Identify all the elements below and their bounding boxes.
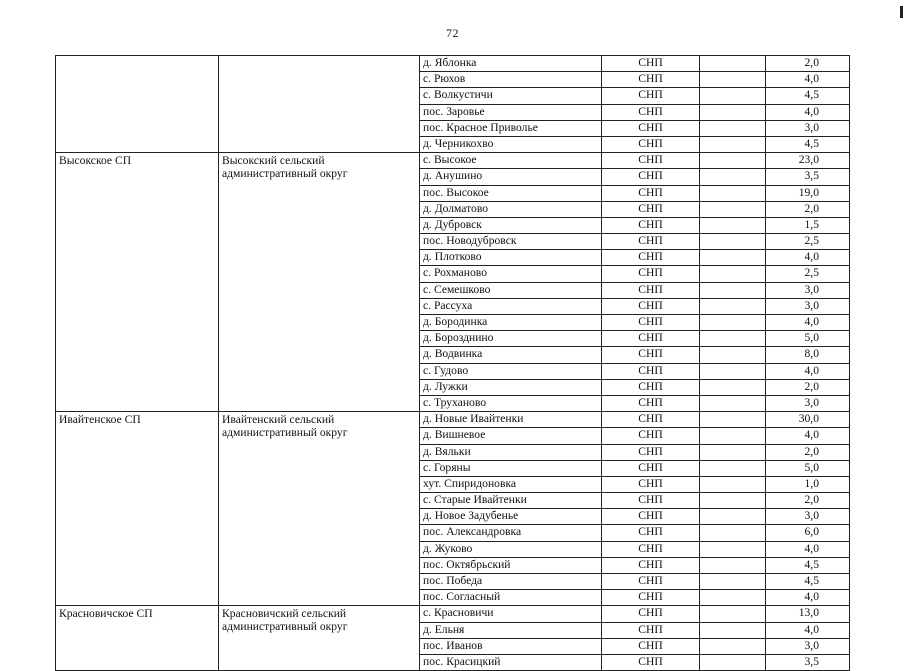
value-cell: 3,5 [766,169,850,185]
settlement-type-cell: СНП [602,557,700,573]
settlement-name-cell: д. Яблонка [420,56,602,72]
settlement-type-cell: СНП [602,315,700,331]
settlement-type-cell: СНП [602,590,700,606]
empty-cell [700,395,766,411]
empty-cell [700,136,766,152]
value-cell: 3,0 [766,282,850,298]
empty-cell [700,428,766,444]
settlement-type-cell: СНП [602,460,700,476]
empty-cell [700,217,766,233]
settlement-name-cell: пос. Александровка [420,525,602,541]
empty-cell [700,379,766,395]
value-cell: 1,5 [766,217,850,233]
empty-cell [700,460,766,476]
empty-cell [700,104,766,120]
settlement-type-cell: СНП [602,298,700,314]
value-cell: 3,0 [766,120,850,136]
settlement-name-cell: с. Семешково [420,282,602,298]
empty-cell [700,266,766,282]
page-number: 72 [446,26,459,40]
settlement-name-cell: д. Черникоxво [420,136,602,152]
settlement-type-cell: СНП [602,428,700,444]
empty-cell [700,185,766,201]
settlement-name-cell: хут. Спиридоновка [420,476,602,492]
settlement-name-cell: д. Анушино [420,169,602,185]
empty-cell [700,331,766,347]
settlement-type-cell: СНП [602,72,700,88]
empty-cell [700,315,766,331]
value-cell: 23,0 [766,153,850,169]
value-cell: 4,0 [766,72,850,88]
settlement-type-cell: СНП [602,476,700,492]
empty-cell [700,541,766,557]
value-cell: 3,0 [766,509,850,525]
settlement-name-cell: д. Жуково [420,541,602,557]
empty-cell [700,250,766,266]
settlement-name-cell: пос. Согласный [420,590,602,606]
settlement-unit-cell: Красновичское СП [56,606,219,671]
settlement-type-cell: СНП [602,201,700,217]
value-cell: 4,0 [766,541,850,557]
empty-cell [700,654,766,670]
table-row [56,56,850,72]
table-row [56,412,850,428]
settlement-name-cell: с. Труханово [420,395,602,411]
empty-cell [700,574,766,590]
settlement-name-cell: д. Водвинка [420,347,602,363]
value-cell: 4,0 [766,250,850,266]
settlement-type-cell: СНП [602,622,700,638]
settlement-name-cell: д. Вяльки [420,444,602,460]
settlement-name-cell: пос. Победа [420,574,602,590]
settlement-type-cell: СНП [602,266,700,282]
settlement-type-cell: СНП [602,153,700,169]
empty-cell [700,347,766,363]
settlement-type-cell: СНП [602,493,700,509]
settlement-name-cell: с. Гудово [420,363,602,379]
empty-cell [700,557,766,573]
value-cell: 3,0 [766,395,850,411]
empty-cell [700,412,766,428]
settlement-type-cell: СНП [602,363,700,379]
settlement-type-cell: СНП [602,395,700,411]
value-cell: 5,0 [766,331,850,347]
empty-cell [700,169,766,185]
settlement-type-cell: СНП [602,654,700,670]
value-cell: 4,5 [766,557,850,573]
value-cell: 13,0 [766,606,850,622]
empty-cell [700,88,766,104]
value-cell: 4,0 [766,104,850,120]
empty-cell [700,476,766,492]
settlements-table [55,55,850,671]
value-cell: 5,0 [766,460,850,476]
value-cell: 2,0 [766,493,850,509]
value-cell: 4,0 [766,622,850,638]
settlement-type-cell: СНП [602,234,700,250]
settlement-name-cell: с. Горяны [420,460,602,476]
settlements-table-body [56,56,850,671]
settlement-unit-cell: Высокское СП [56,153,219,412]
value-cell: 1,0 [766,476,850,492]
value-cell: 4,5 [766,574,850,590]
admin-district-cell: Высокский сельский административный округ [219,153,420,412]
settlement-type-cell: СНП [602,217,700,233]
empty-cell [700,234,766,250]
settlement-type-cell: СНП [602,88,700,104]
value-cell: 2,0 [766,201,850,217]
empty-cell [700,509,766,525]
settlement-name-cell: д. Новые Ивайтенки [420,412,602,428]
table-row [56,153,850,169]
value-cell: 4,5 [766,88,850,104]
value-cell: 2,5 [766,266,850,282]
value-cell: 30,0 [766,412,850,428]
settlement-name-cell: с. Рохманово [420,266,602,282]
settlement-name-cell: с. Высокое [420,153,602,169]
value-cell: 3,0 [766,638,850,654]
settlement-name-cell: с. Рассуха [420,298,602,314]
settlement-name-cell: пос. Новодубровск [420,234,602,250]
settlement-type-cell: СНП [602,120,700,136]
empty-cell [700,298,766,314]
value-cell: 2,0 [766,379,850,395]
settlement-name-cell: д. Борозднино [420,331,602,347]
settlement-type-cell: СНП [602,282,700,298]
settlement-name-cell: пос. Красное Приволье [420,120,602,136]
settlement-name-cell: д. Ельня [420,622,602,638]
settlement-type-cell: СНП [602,56,700,72]
settlement-name-cell: д. Новое Задубенье [420,509,602,525]
settlement-type-cell: СНП [602,250,700,266]
empty-cell [700,153,766,169]
settlement-type-cell: СНП [602,509,700,525]
settlement-type-cell: СНП [602,331,700,347]
settlement-name-cell: д. Лужки [420,379,602,395]
value-cell: 6,0 [766,525,850,541]
settlement-name-cell: с. Красновичи [420,606,602,622]
empty-cell [700,201,766,217]
settlement-name-cell: д. Дубровск [420,217,602,233]
value-cell: 4,0 [766,590,850,606]
settlement-type-cell: СНП [602,444,700,460]
settlement-name-cell: д. Долматово [420,201,602,217]
settlement-type-cell: СНП [602,606,700,622]
empty-cell [700,525,766,541]
empty-cell [700,282,766,298]
value-cell: 2,0 [766,56,850,72]
settlement-unit-cell [56,56,219,153]
value-cell: 4,5 [766,136,850,152]
value-cell: 3,5 [766,654,850,670]
empty-cell [700,638,766,654]
value-cell: 2,5 [766,234,850,250]
settlement-type-cell: СНП [602,185,700,201]
settlement-name-cell: с. Волкустичи [420,88,602,104]
value-cell: 2,0 [766,444,850,460]
settlement-type-cell: СНП [602,638,700,654]
settlement-name-cell: пос. Заровье [420,104,602,120]
settlement-type-cell: СНП [602,347,700,363]
settlement-type-cell: СНП [602,541,700,557]
settlement-name-cell: пос. Красицкий [420,654,602,670]
empty-cell [700,56,766,72]
settlement-name-cell: д. Бородинка [420,315,602,331]
settlement-name-cell: пос. Высокое [420,185,602,201]
empty-cell [700,493,766,509]
empty-cell [700,444,766,460]
table-row [56,606,850,622]
settlement-type-cell: СНП [602,412,700,428]
settlement-type-cell: СНП [602,169,700,185]
settlement-name-cell: пос. Октябрьский [420,557,602,573]
value-cell: 19,0 [766,185,850,201]
settlement-type-cell: СНП [602,379,700,395]
admin-district-cell: Ивайтенский сельский административный округ [219,412,420,606]
settlement-name-cell: пос. Иванов [420,638,602,654]
value-cell: 4,0 [766,363,850,379]
value-cell: 8,0 [766,347,850,363]
value-cell: 4,0 [766,428,850,444]
settlement-name-cell: д. Вишневое [420,428,602,444]
scan-edge-mark [900,6,903,18]
value-cell: 4,0 [766,315,850,331]
empty-cell [700,622,766,638]
empty-cell [700,606,766,622]
settlement-unit-cell: Ивайтенское СП [56,412,219,606]
settlement-type-cell: СНП [602,525,700,541]
empty-cell [700,72,766,88]
admin-district-cell: Красновичский сельский административный округ [219,606,420,671]
empty-cell [700,120,766,136]
settlement-name-cell: с. Рюхов [420,72,602,88]
settlement-type-cell: СНП [602,136,700,152]
admin-district-cell [219,56,420,153]
value-cell: 3,0 [766,298,850,314]
settlement-type-cell: СНП [602,104,700,120]
empty-cell [700,590,766,606]
settlement-name-cell: с. Старые Ивайтенки [420,493,602,509]
empty-cell [700,363,766,379]
settlement-name-cell: д. Плотково [420,250,602,266]
settlement-type-cell: СНП [602,574,700,590]
